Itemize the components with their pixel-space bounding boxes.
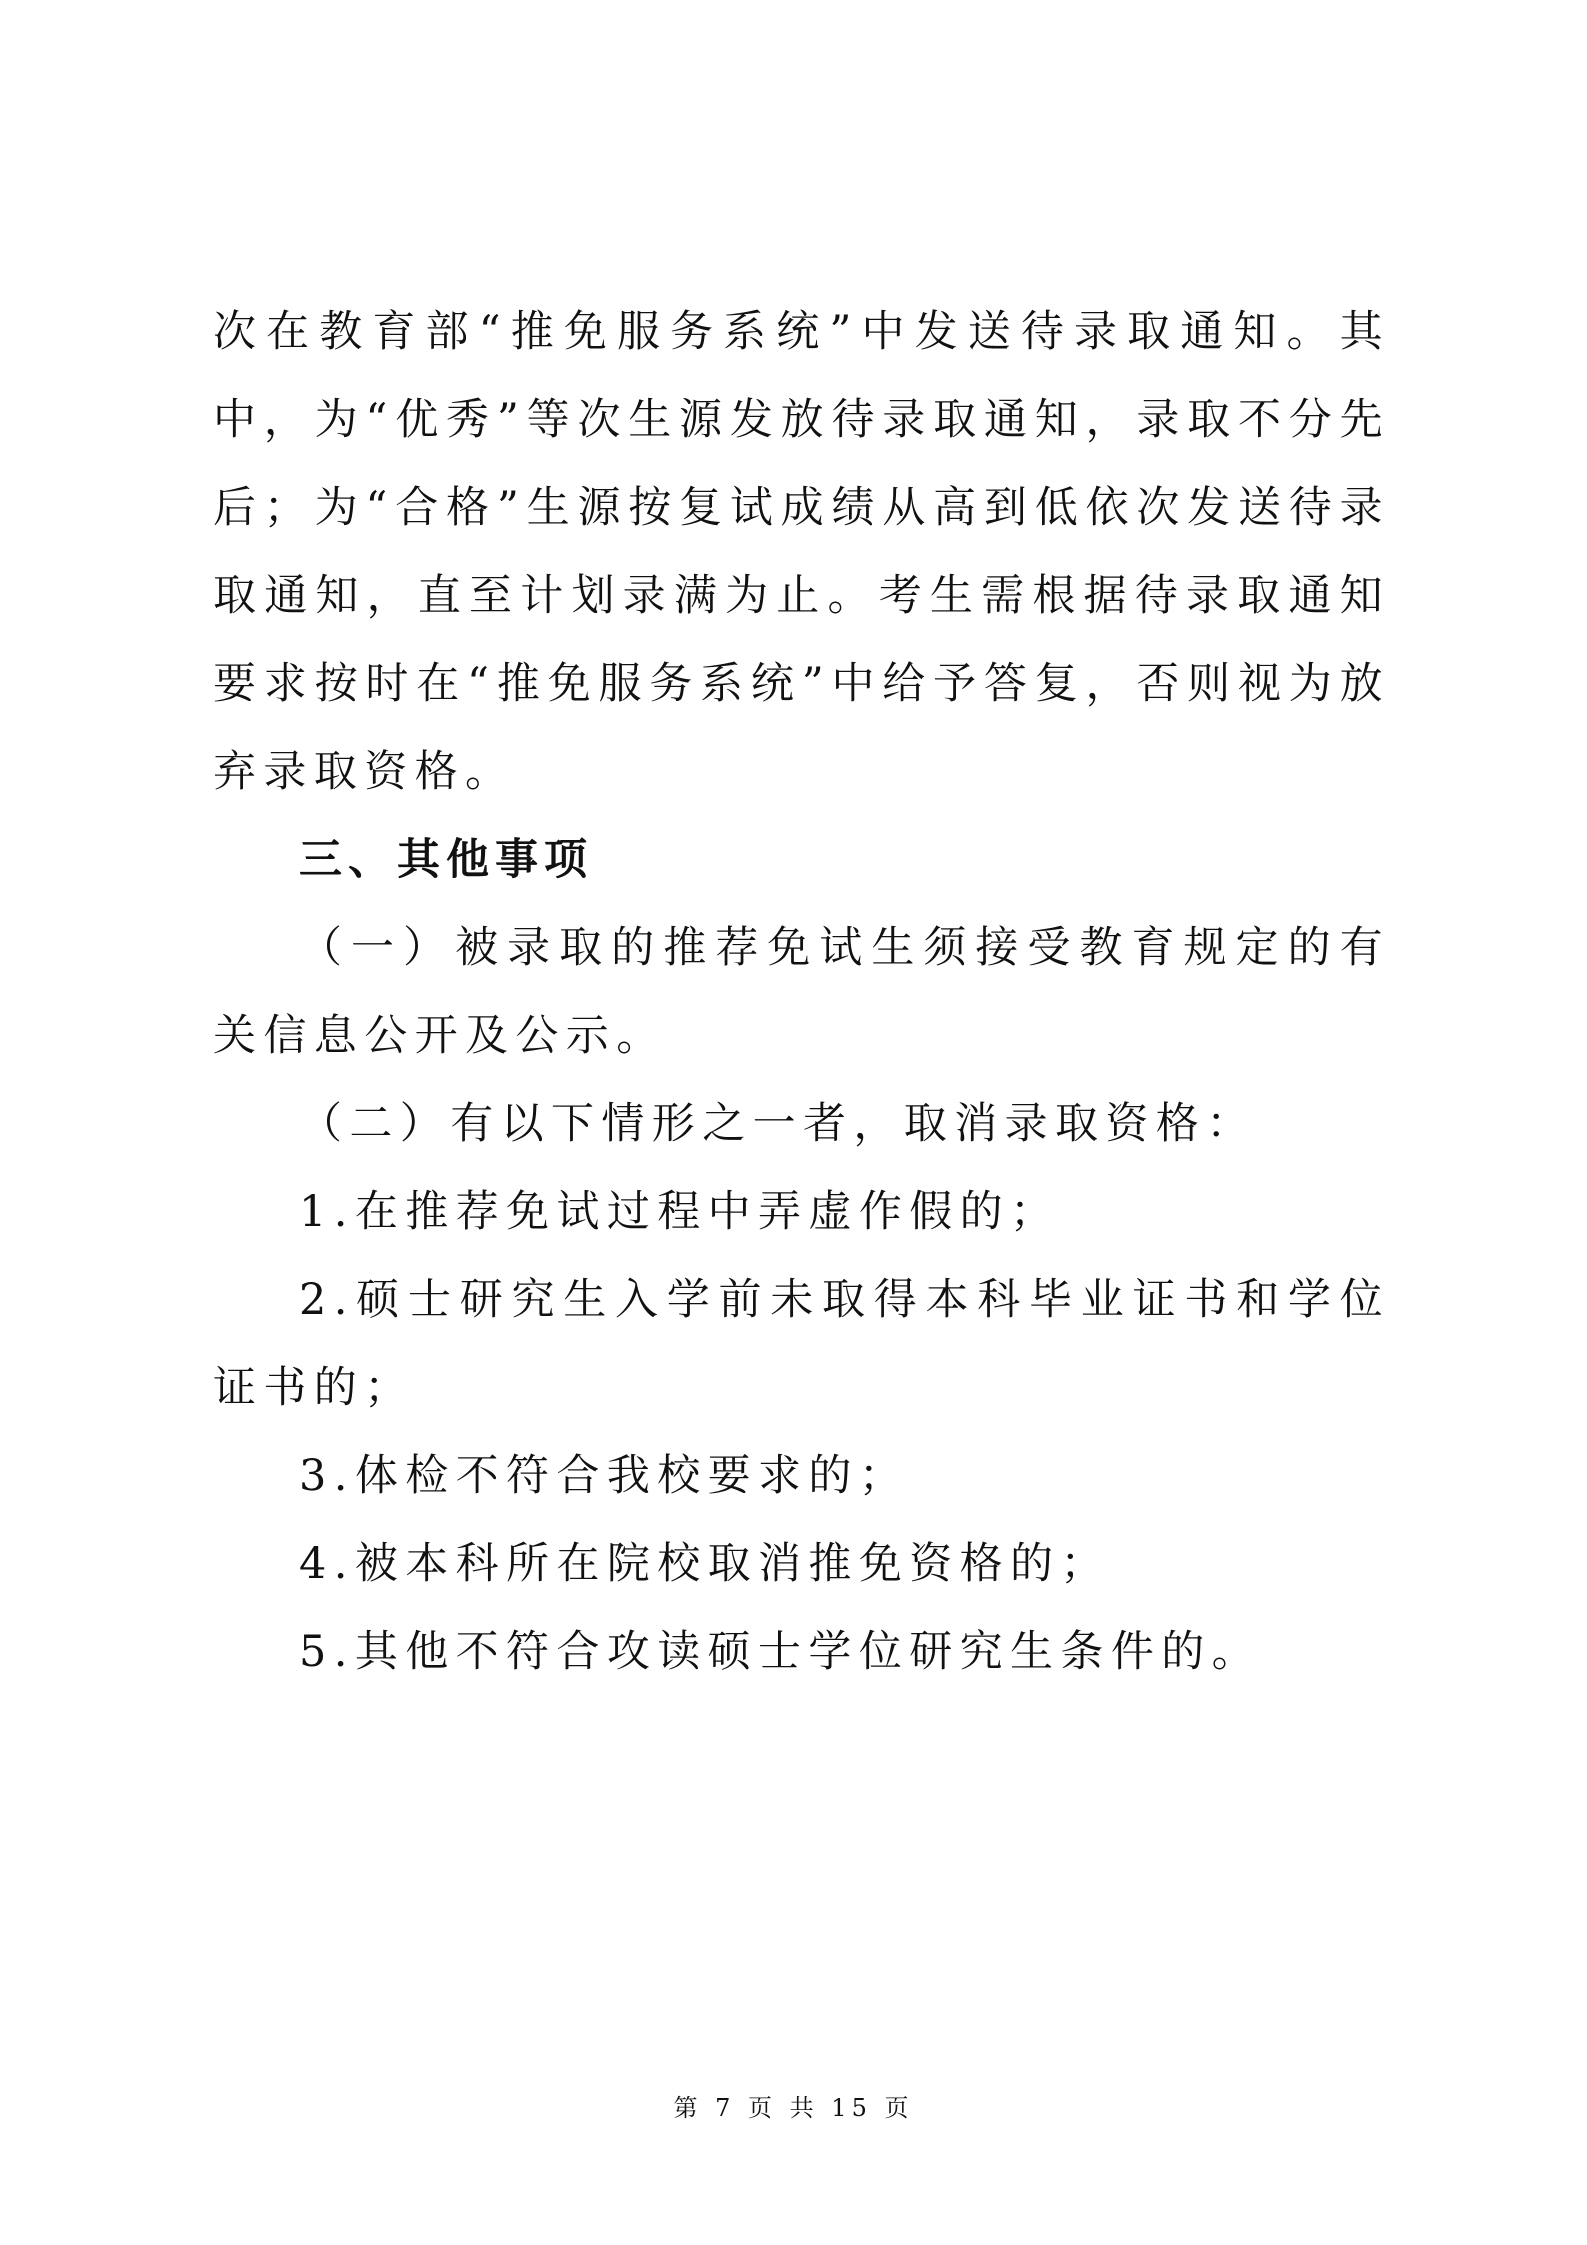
item-one-paragraph: （一）被录取的推荐免试生须接受教育规定的有关信息公开及公示。 [213, 923, 1390, 1061]
item-two-paragraph: （二）有以下情形之一者，取消录取资格： [299, 1099, 1257, 1149]
section-heading: 三、其他事项 [299, 835, 593, 885]
condition-item-2: 2.硕士研究生入学前未取得本科毕业证书和学位证书的； [213, 1275, 1390, 1413]
intro-paragraph: 次在教育部“推免服务系统”中发送待录取通知。其中，为“优秀”等次生源发放待录取通知，录取不分先后；为“合格”生源按复试成绩从高到低依次发送待录取通知，直至计划录满为止。考生需根据待录取通知要求按时在“推免服务系统”中给予答复，否则视为放弃录取资格。 [213, 307, 1390, 797]
condition-item-1: 1.在推荐免试过程中弄虚作假的； [299, 1187, 1061, 1237]
condition-item-4: 4.被本科所在院校取消推免资格的； [299, 1539, 1111, 1589]
page-footer: 第 7 页 共 15 页 [673, 2094, 914, 2122]
document-body [213, 288, 1390, 1696]
condition-item-5: 5.其他不符合攻读硕士学位研究生条件的。 [299, 1627, 1263, 1677]
condition-item-3: 3.体检不符合我校要求的； [299, 1451, 910, 1501]
